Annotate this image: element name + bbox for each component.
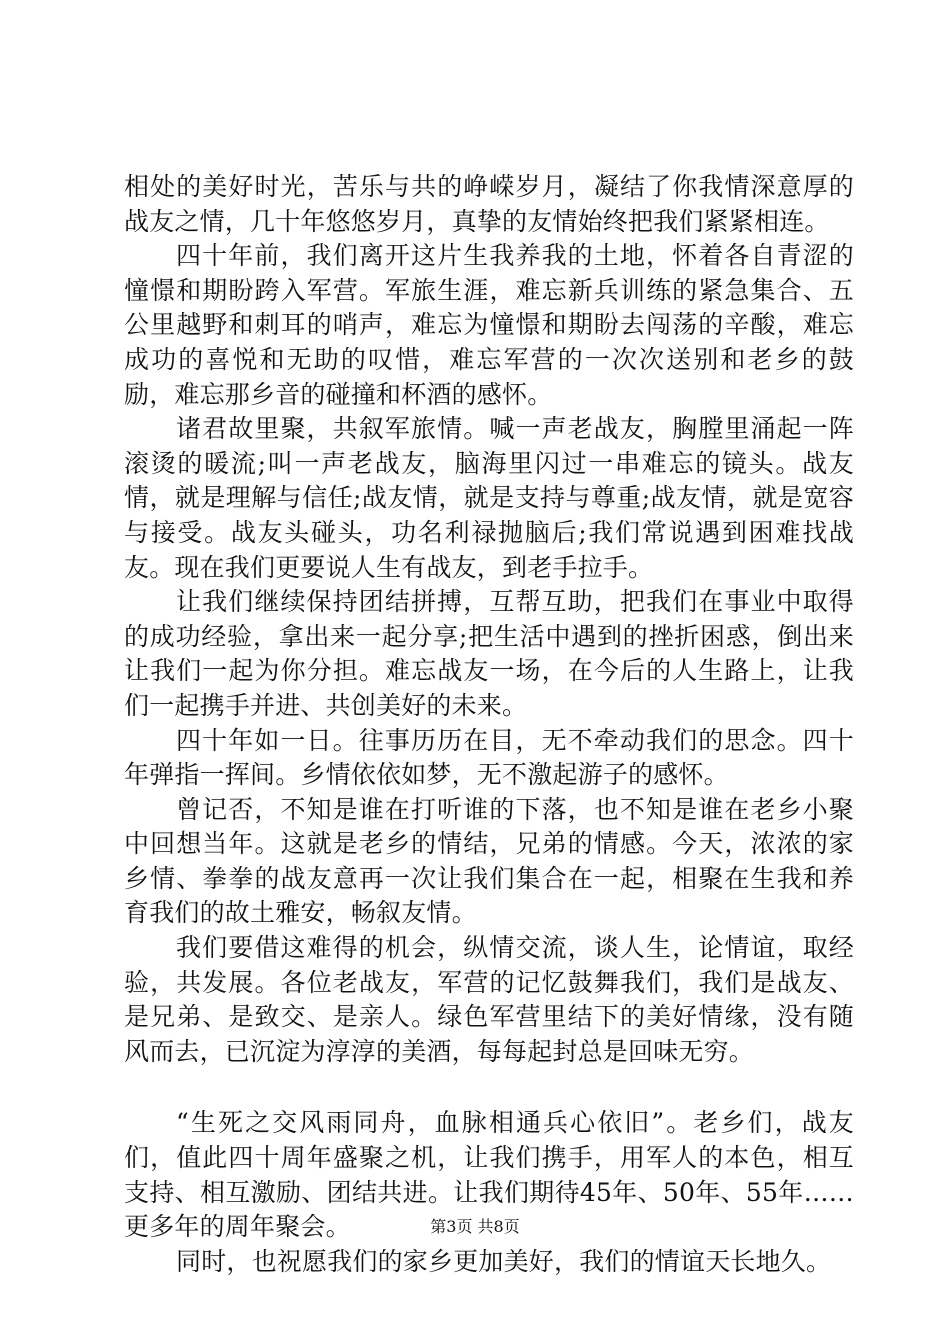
document-body bbox=[124, 170, 854, 1279]
paragraph-continued: 相处的美好时光，苦乐与共的峥嵘岁月，凝结了你我情深意厚的战友之情，几十年悠悠岁月，真挚的友情始终把我们紧紧相连。 bbox=[124, 172, 854, 236]
paragraph: 曾记否，不知是谁在打听谁的下落，也不知是谁在老乡小聚中回想当年。这就是老乡的情结，兄弟的情感。今天，浓浓的家乡情、拳拳的战友意再一次让我们集合在一起，相聚在生我和养育我们的故土雅安，畅叙友情。 bbox=[124, 794, 854, 928]
paragraph: “生死之交风雨同舟，血脉相通兵心依旧”。老乡们，战友们，值此四十周年盛聚之机，让我们携手，用军人的本色，相互支持、相互激励、团结共进。让我们期待45年、50年、55年……更多年的周年聚会。 bbox=[124, 1108, 854, 1242]
paragraph: 同时，也祝愿我们的家乡更加美好，我们的情谊天长地久。 bbox=[176, 1246, 832, 1276]
paragraph: 四十年前，我们离开这片生我养我的土地，怀着各自青涩的憧憬和期盼跨入军营。军旅生涯，难忘新兵训练的紧急集合、五公里越野和刺耳的哨声，难忘为憧憬和期盼去闯荡的辛酸，难忘成功的喜悦和无助的叹惜，难忘军营的一次次送别和老乡的鼓励，难忘那乡音的碰撞和杯酒的感怀。 bbox=[124, 241, 854, 409]
paragraph: 让我们继续保持团结拼搏，互帮互助，把我们在事业中取得的成功经验，拿出来一起分享;把生活中遇到的挫折困惑，倒出来让我们一起为你分担。难忘战友一场，在今后的人生路上，让我们一起携手并进、共创美好的未来。 bbox=[124, 587, 854, 720]
page-number-footer: 第3页 共8页 bbox=[430, 1217, 520, 1236]
paragraph: 四十年如一日。往事历历在目，无不牵动我们的思念。四十年弹指一挥间。乡情依依如梦，无不激起游子的感怀。 bbox=[124, 725, 854, 790]
paragraph: 诸君故里聚，共叙军旅情。喊一声老战友，胸膛里涌起一阵滚烫的暖流;叫一声老战友，脑海里闪过一串难忘的镜头。战友情，就是理解与信任;战友情，就是支持与尊重;战友情，就是宽容与接受。战友头碰头，功名利禄抛脑后;我们常说遇到困难找战友。现在我们更要说人生有战友，到老手拉手。 bbox=[124, 414, 854, 582]
paragraph-spacer bbox=[124, 1069, 854, 1106]
paragraph: 我们要借这难得的机会，纵情交流，谈人生，论情谊，取经验，共发展。各位老战友，军营的记忆鼓舞我们，我们是战友、是兄弟、是致交、是亲人。绿色军营里结下的美好情缘，没有随风而去，已沉淀为淳淳的美酒，每每起封总是回味无穷。 bbox=[124, 933, 854, 1066]
